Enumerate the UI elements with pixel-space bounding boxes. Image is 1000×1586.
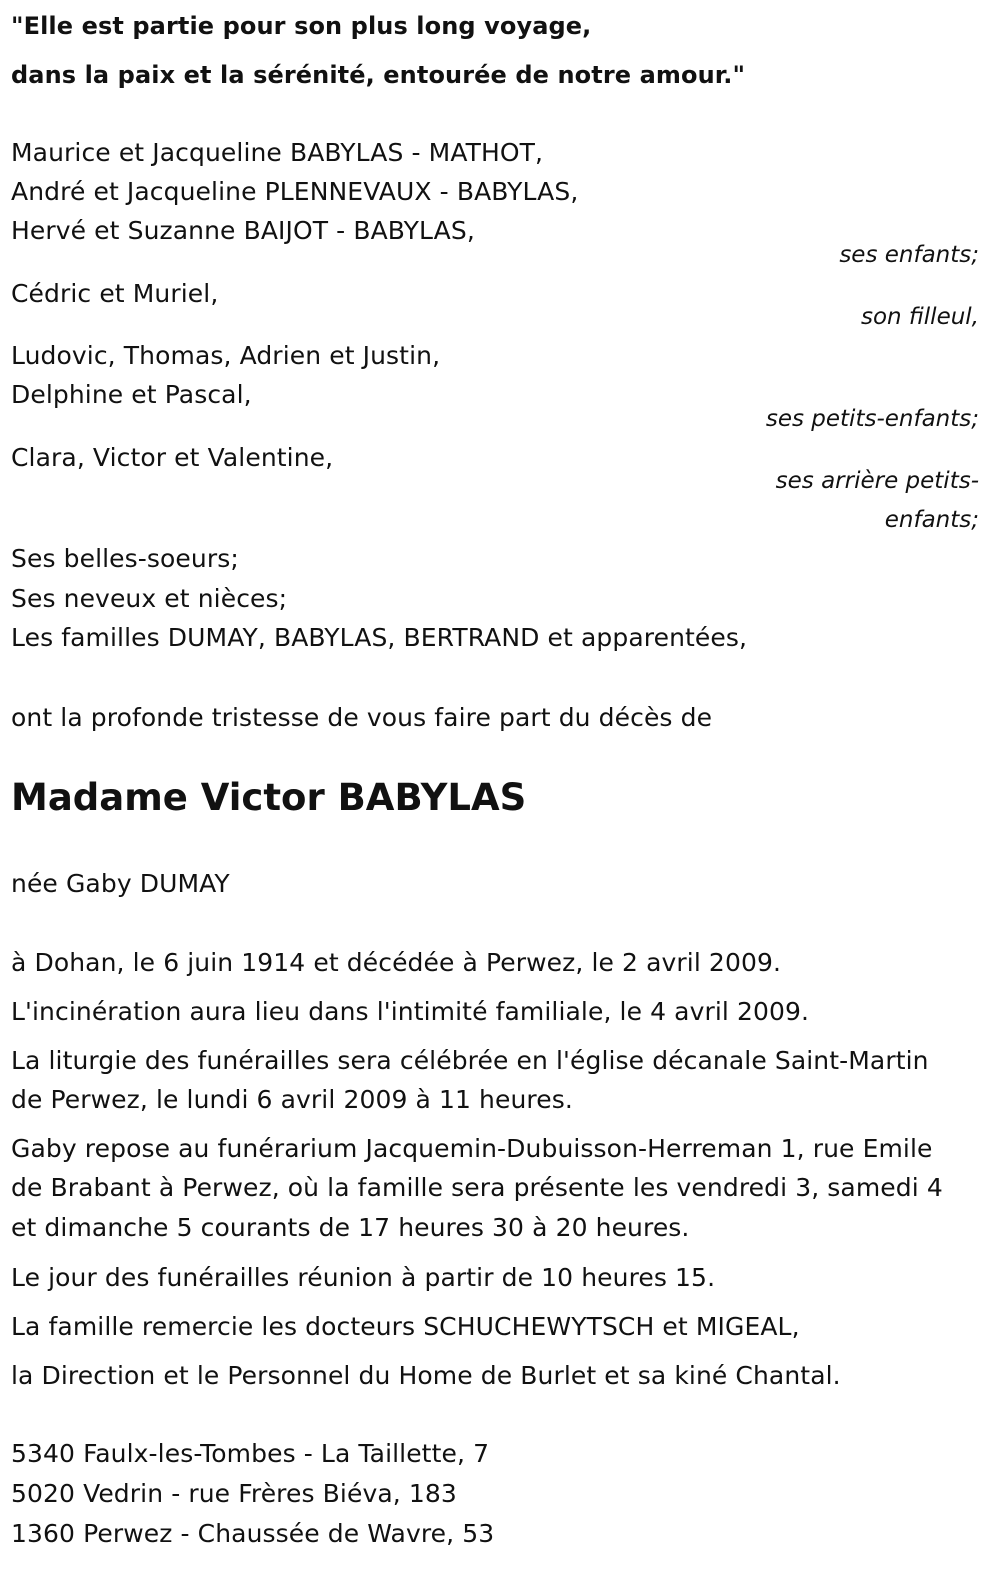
role-godson: son filleul, (860, 304, 979, 330)
liturgy-line-1: La liturgie des funérailles sera célébrée en l'église décanale Saint-Martin (11, 1046, 929, 1075)
quote-line-1: "Elle est partie pour son plus long voyage, (11, 12, 592, 40)
funerarium-line-3: et dimanche 5 courants de 17 heures 30 à 20 heures. (11, 1213, 690, 1242)
quote-line-2: dans la paix et la sérénité, entourée de notre amour." (11, 61, 746, 89)
deceased-maiden-name: née Gaby DUMAY (11, 869, 230, 898)
announcement: ont la profonde tristesse de vous faire part du décès de (11, 703, 713, 732)
role-great-grandchildren-1: ses arrière petits- (775, 468, 979, 494)
birth-death-line: à Dohan, le 6 juin 1914 et décédée à Perwez, le 2 avril 2009. (11, 948, 782, 977)
family-child-3: Hervé et Suzanne BAIJOT - BABYLAS, (11, 216, 475, 245)
family-other-1: Ses belles-soeurs; (11, 544, 239, 573)
cremation-line: L'incinération aura lieu dans l'intimité familiale, le 4 avril 2009. (11, 997, 810, 1026)
thanks-line-1: La famille remercie les docteurs SCHUCHEWYTSCH et MIGEAL, (11, 1312, 800, 1341)
funerarium-line-1: Gaby repose au funérarium Jacquemin-Dubuisson-Herreman 1, rue Emile (11, 1134, 933, 1163)
thanks-line-2: la Direction et le Personnel du Home de Burlet et sa kiné Chantal. (11, 1361, 841, 1390)
family-other-2: Ses neveux et nièces; (11, 584, 288, 613)
role-great-grandchildren-2: enfants; (884, 507, 979, 533)
family-child-2: André et Jacqueline PLENNEVAUX - BABYLAS, (11, 177, 579, 206)
address-3: 1360 Perwez - Chaussée de Wavre, 53 (11, 1519, 495, 1548)
family-child-1: Maurice et Jacqueline BABYLAS - MATHOT, (11, 138, 544, 167)
family-great-grandchildren: Clara, Victor et Valentine, (11, 443, 334, 472)
family-other-3: Les familles DUMAY, BABYLAS, BERTRAND et apparentées, (11, 623, 748, 652)
family-grandchild-2: Delphine et Pascal, (11, 380, 252, 409)
family-grandchild-1: Ludovic, Thomas, Adrien et Justin, (11, 341, 441, 370)
funerarium-line-2: de Brabant à Perwez, où la famille sera présente les vendredi 3, samedi 4 (11, 1173, 943, 1202)
deceased-name: Madame Victor BABYLAS (11, 776, 527, 819)
family-godson: Cédric et Muriel, (11, 279, 219, 308)
meeting-line: Le jour des funérailles réunion à partir de 10 heures 15. (11, 1263, 716, 1292)
role-grandchildren: ses petits-enfants; (765, 406, 979, 432)
liturgy-line-2: de Perwez, le lundi 6 avril 2009 à 11 heures. (11, 1085, 573, 1114)
address-2: 5020 Vedrin - rue Frères Biéva, 183 (11, 1479, 457, 1508)
address-1: 5340 Faulx-les-Tombes - La Taillette, 7 (11, 1439, 490, 1468)
role-children: ses enfants; (839, 242, 979, 268)
